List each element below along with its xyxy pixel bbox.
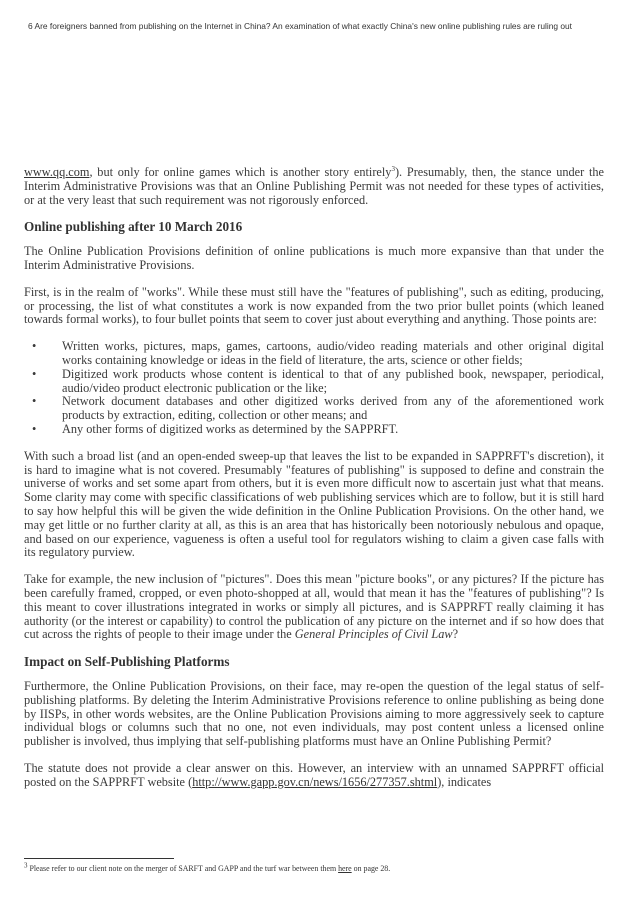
paragraph-end: ?	[452, 627, 459, 642]
list-item	[32, 339, 604, 368]
bullet-list	[24, 340, 604, 437]
bullet-icon: •	[32, 366, 37, 381]
intro-paragraph	[24, 166, 604, 207]
bullet-icon: •	[32, 421, 37, 436]
list-item	[32, 421, 604, 437]
paragraph-end: ), indicates	[437, 774, 492, 789]
paragraph: Furthermore, the Online Publication Provisions, on their face, may re-open the question of the legal status of self-publishing platforms. By deleting the Interim Administrative Provisions reference to online publishing as being done by IISPs, in other words websites, are the Online Publication Provisions aiming to more aggressively seek to capture individual blogs or columns such that no one, not even individuals, may post content unless a licensed online publisher is involved, thus implying that self-publishing platforms must have an Online Publishing Permit?	[24, 678, 604, 749]
list-item	[32, 394, 604, 423]
list-item-text: Written works, pictures, maps, games, cartoons, audio/video reading materials and other original digital works containing knowledge or ideas in the field of literature, the arts, science or other fields;	[62, 339, 604, 367]
footnote-number: 3	[24, 861, 28, 870]
paragraph: First, is in the realm of "works". While these must still have the "features of publishing", such as editing, producing, or processing, the list of what constitutes a work is now expanded from the two prior bullet points (which leaned towards formal works), to four bullet points that seem to cover just about everything and anything. Those points are:	[24, 284, 604, 327]
section-heading-self-publishing: Impact on Self-Publishing Platforms	[24, 654, 230, 670]
list-item-text: Any other forms of digitized works as determined by the SAPPRFT.	[62, 421, 399, 436]
document-body	[24, 166, 604, 802]
sapprft-link[interactable]: http://www.gapp.gov.cn/news/1656/277357.shtml	[192, 774, 438, 789]
footnote-divider	[24, 858, 174, 859]
intro-text: , but only for online games which is another story entirely	[89, 165, 392, 179]
paragraph-text: Take for example, the new inclusion of "pictures". Does this mean "picture books", or any pictures? If the picture has been carefully framed, cropped, or even photo-shopped at all, would that mean it has the "features of publishing"? Is this meant to cover illustrations integrated in works or simply all pictures, and is SAPPRFT really claiming it has authority (or the interest or capability) to control the publication of any picture on the internet and if so how does that cut across the rights of people to their image under the	[24, 572, 604, 642]
paragraph: With such a broad list (and an open-ended sweep-up that leaves the list to be expanded in SAPPRFT's discretion), it is hard to imagine what is not covered. Presumably "features of publishing" is supposed to define and constrain the universe of works and set some apart from others, but it is even more difficult now to ascertain just what that means. Some clarity may come with specific classifications of web publishing services which are to follow, but it is still hard to say how helpful this will be given the wide definition in the Online Publication Provisions. On the other hand, we may get little or no further clarity at all, as this is an area that has historically been notoriously nebulous and opaque, and based on our experience, vagueness is often a useful tool for regulators wishing to claim a given case falls with its regulatory purview.	[24, 448, 604, 560]
running-header: 6 Are foreigners banned from publishing on the Internet in China? An examination of what exactly China's new online publishing rules are ruling out	[28, 21, 572, 31]
footnote	[24, 861, 614, 873]
list-item-text: Network document databases and other digitized works derived from any of the aforementioned work products by extraction, editing, collection or other means; and	[62, 394, 604, 423]
paragraph-text: The statute does not provide a clear answer on this. However, an interview with an unnamed SAPPRFT official posted on the SAPPRFT website (	[24, 760, 604, 789]
footnote-text-end: on page 28.	[351, 864, 391, 873]
bullet-icon: •	[32, 339, 37, 354]
footnote-here-link[interactable]: here	[338, 864, 352, 873]
footnote-text: Please refer to our client note on the merger of SARFT and GAPP and the turf war between them	[27, 864, 339, 873]
list-item	[32, 366, 604, 396]
footnote-ref[interactable]: 3	[391, 164, 395, 173]
bullet-icon: •	[32, 394, 37, 409]
paragraph-pictures	[24, 573, 604, 642]
list-item-text: Digitized work products whose content is identical to that of any published book, newspaper, periodical, audio/video product electronic publication or the like;	[62, 366, 604, 395]
italic-title: General Principles of Civil Law	[294, 627, 453, 642]
intro-text-cont: ). Presumably, then, the stance under the Interim Administrative Provisions was that an Online Publishing Permit was not needed for these types of activities, or at the very least that such requirement was not rigorously enforced.	[24, 165, 604, 207]
paragraph-statute	[24, 762, 604, 790]
section-heading-online-publishing: Online publishing after 10 March 2016	[24, 219, 243, 235]
qq-link[interactable]: www.qq.com	[24, 165, 90, 179]
paragraph: The Online Publication Provisions definition of online publications is much more expansive than that under the Interim Administrative Provisions.	[24, 244, 604, 272]
